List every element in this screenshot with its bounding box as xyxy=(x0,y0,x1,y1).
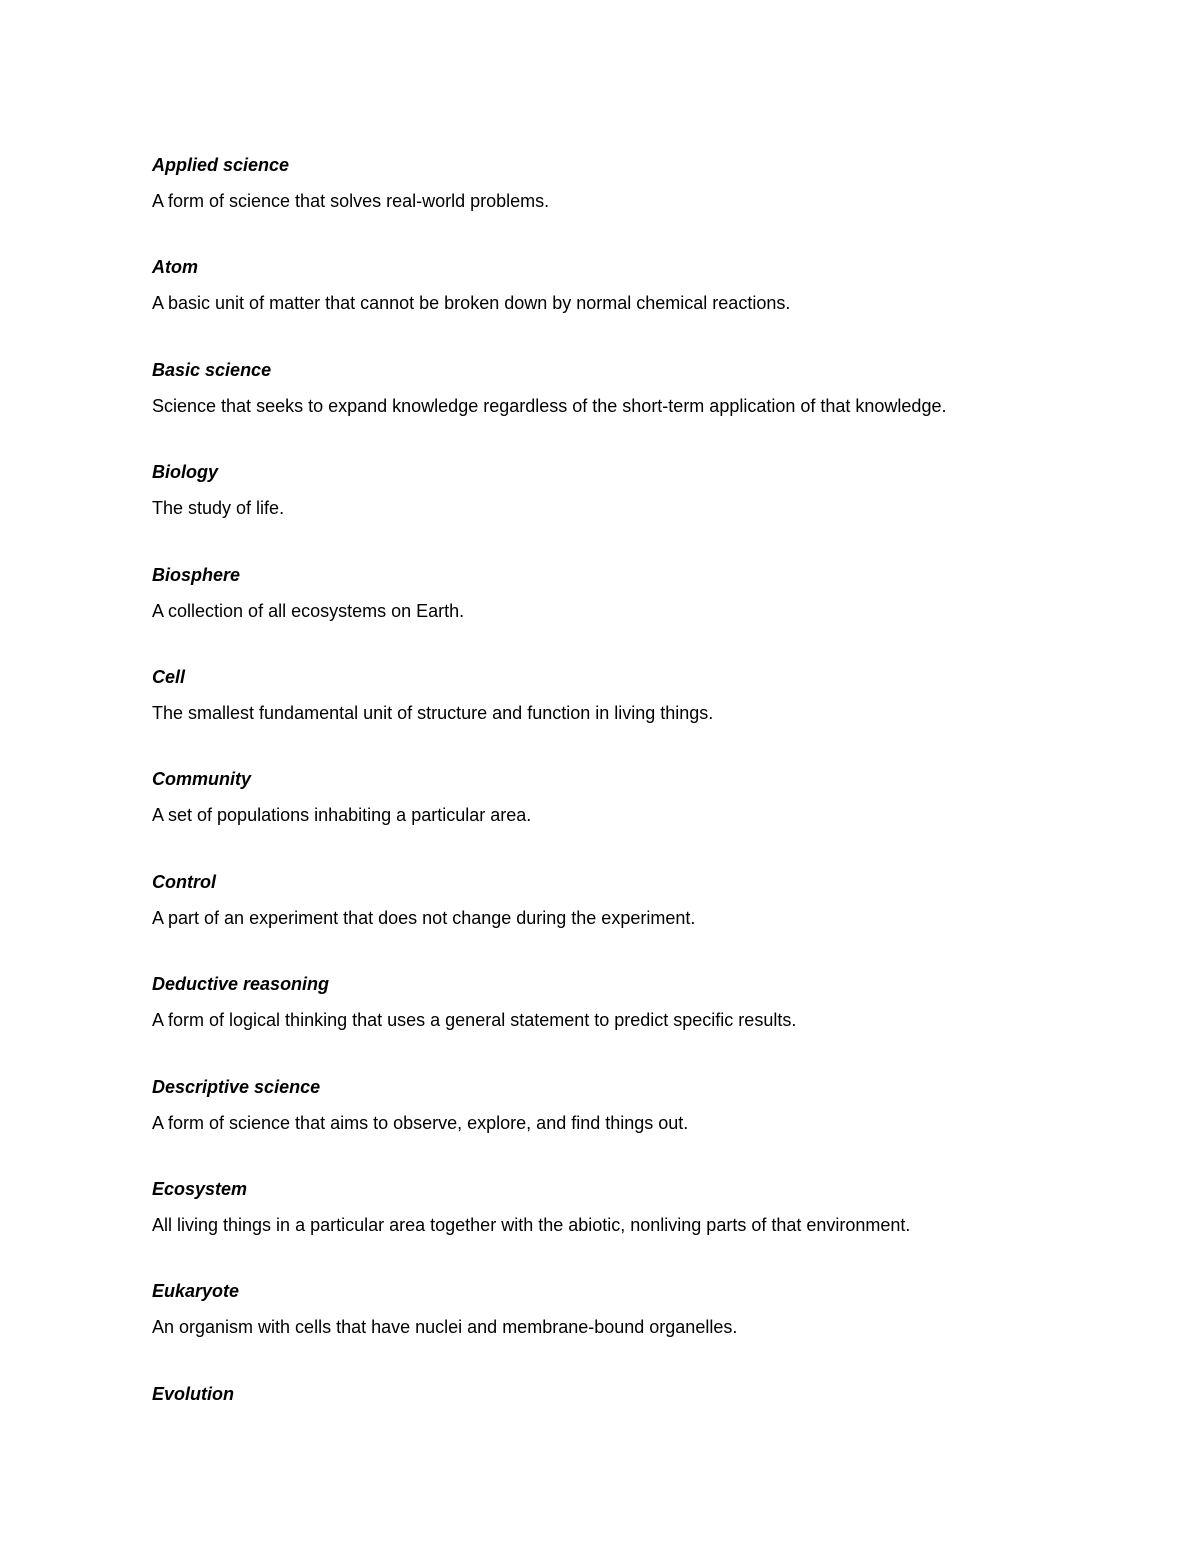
glossary-term: Atom xyxy=(152,257,198,278)
glossary-term: Biosphere xyxy=(152,564,241,585)
glossary-list xyxy=(152,152,1112,1483)
glossary-definition: The study of life. xyxy=(152,498,285,519)
glossary-entry xyxy=(152,971,1112,1073)
glossary-term: Eukaryote xyxy=(152,1281,240,1302)
glossary-definition: Science that seeks to expand knowledge regardless of the short-term application of that knowledge. xyxy=(152,395,947,416)
glossary-definition: An organism with cells that have nuclei and membrane-bound organelles. xyxy=(152,1317,738,1338)
glossary-definition: A set of populations inhabiting a particular area. xyxy=(152,805,532,826)
glossary-term: Biology xyxy=(152,462,218,483)
glossary-definition: A part of an experiment that does not change during the experiment. xyxy=(152,907,696,928)
glossary-definition: A form of science that aims to observe, explore, and find things out. xyxy=(152,1112,689,1133)
glossary-entry xyxy=(152,1381,1112,1483)
glossary-term: Control xyxy=(152,871,216,892)
glossary-term: Evolution xyxy=(152,1383,234,1404)
glossary-entry xyxy=(152,869,1112,971)
glossary-entry xyxy=(152,254,1112,356)
glossary-entry xyxy=(152,357,1112,459)
glossary-definition: A form of science that solves real-world problems. xyxy=(152,191,550,211)
glossary-term: Applied science xyxy=(152,155,290,175)
glossary-term: Deductive reasoning xyxy=(152,974,330,995)
glossary-definition: A collection of all ecosystems on Earth. xyxy=(152,600,465,621)
glossary-term: Cell xyxy=(152,666,186,687)
glossary-term: Ecosystem xyxy=(152,1178,248,1199)
glossary-entry xyxy=(152,1278,1112,1380)
glossary-term: Basic science xyxy=(152,359,272,380)
glossary-definition: A form of logical thinking that uses a general statement to predict specific results. xyxy=(152,1010,797,1031)
glossary-term: Community xyxy=(152,769,251,790)
glossary-definition: A basic unit of matter that cannot be broken down by normal chemical reactions. xyxy=(152,293,791,314)
glossary-entry xyxy=(152,459,1112,561)
glossary-entry xyxy=(152,766,1112,868)
glossary-entry xyxy=(152,664,1112,766)
glossary-entry xyxy=(152,1074,1112,1176)
glossary-term: Descriptive science xyxy=(152,1076,321,1097)
glossary-entry xyxy=(152,562,1112,664)
glossary-definition: The smallest fundamental unit of structure and function in living things. xyxy=(152,702,714,723)
glossary-definition: All living things in a particular area together with the abiotic, nonliving parts of that environment. xyxy=(152,1214,911,1235)
glossary-entry xyxy=(152,1176,1112,1278)
glossary-entry xyxy=(152,152,1112,254)
